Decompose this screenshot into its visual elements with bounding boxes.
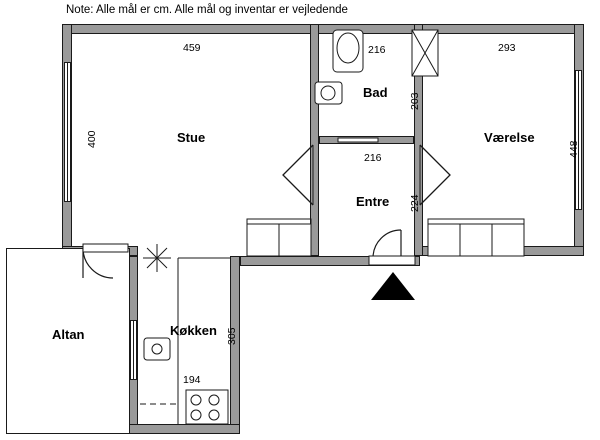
light-fixture-icon: [143, 244, 171, 272]
wall-kokken-bottom: [128, 424, 240, 434]
room-label-bad: Bad: [363, 85, 388, 100]
entrance-marker: [371, 272, 415, 300]
wall-kokken-right: [230, 256, 240, 434]
wall-interior-bad-bottom: [319, 136, 414, 144]
wall-bottom-right: [414, 246, 584, 256]
wall-interior-vaerelse-left: [414, 24, 423, 256]
wall-top: [62, 24, 584, 34]
plan-note: Note: Alle mål er cm. Alle mål og inventar er vejledende: [66, 4, 348, 16]
room-label-stue: Stue: [177, 130, 206, 145]
window-stue-left-mullion: [67, 62, 68, 202]
closet-left: [247, 219, 311, 256]
dim-entre-door-width: 216: [364, 152, 382, 164]
dim-stue-width: 459: [183, 42, 201, 54]
stove-icon: [186, 390, 228, 424]
dim-kokken-height: 305: [226, 327, 238, 345]
sink-icon: [315, 82, 342, 104]
dim-kokken-width: 194: [183, 374, 201, 386]
room-label-entre: Entre: [356, 194, 390, 209]
dim-bad-height: 203: [409, 92, 421, 110]
room-label-kokken: Køkken: [170, 323, 217, 338]
dim-entre-height: 224: [409, 194, 421, 212]
door-vaerelse: [420, 145, 450, 205]
dim-stue-height: 400: [86, 130, 98, 148]
dim-vaerelse-width: 293: [498, 42, 516, 54]
dim-bad-width: 216: [368, 44, 386, 56]
wall-interior-stue-right: [310, 24, 319, 256]
window-kokken-left-mullion: [133, 320, 134, 380]
room-label-vaerelse: Værelse: [484, 130, 535, 145]
door-stue: [283, 145, 313, 205]
toilet-icon: [333, 30, 363, 72]
room-label-altan: Altan: [52, 327, 85, 342]
kitchen-sink-icon: [144, 338, 170, 360]
dim-vaerelse-height: 448: [568, 140, 580, 158]
wall-bottom-entre: [240, 256, 420, 266]
